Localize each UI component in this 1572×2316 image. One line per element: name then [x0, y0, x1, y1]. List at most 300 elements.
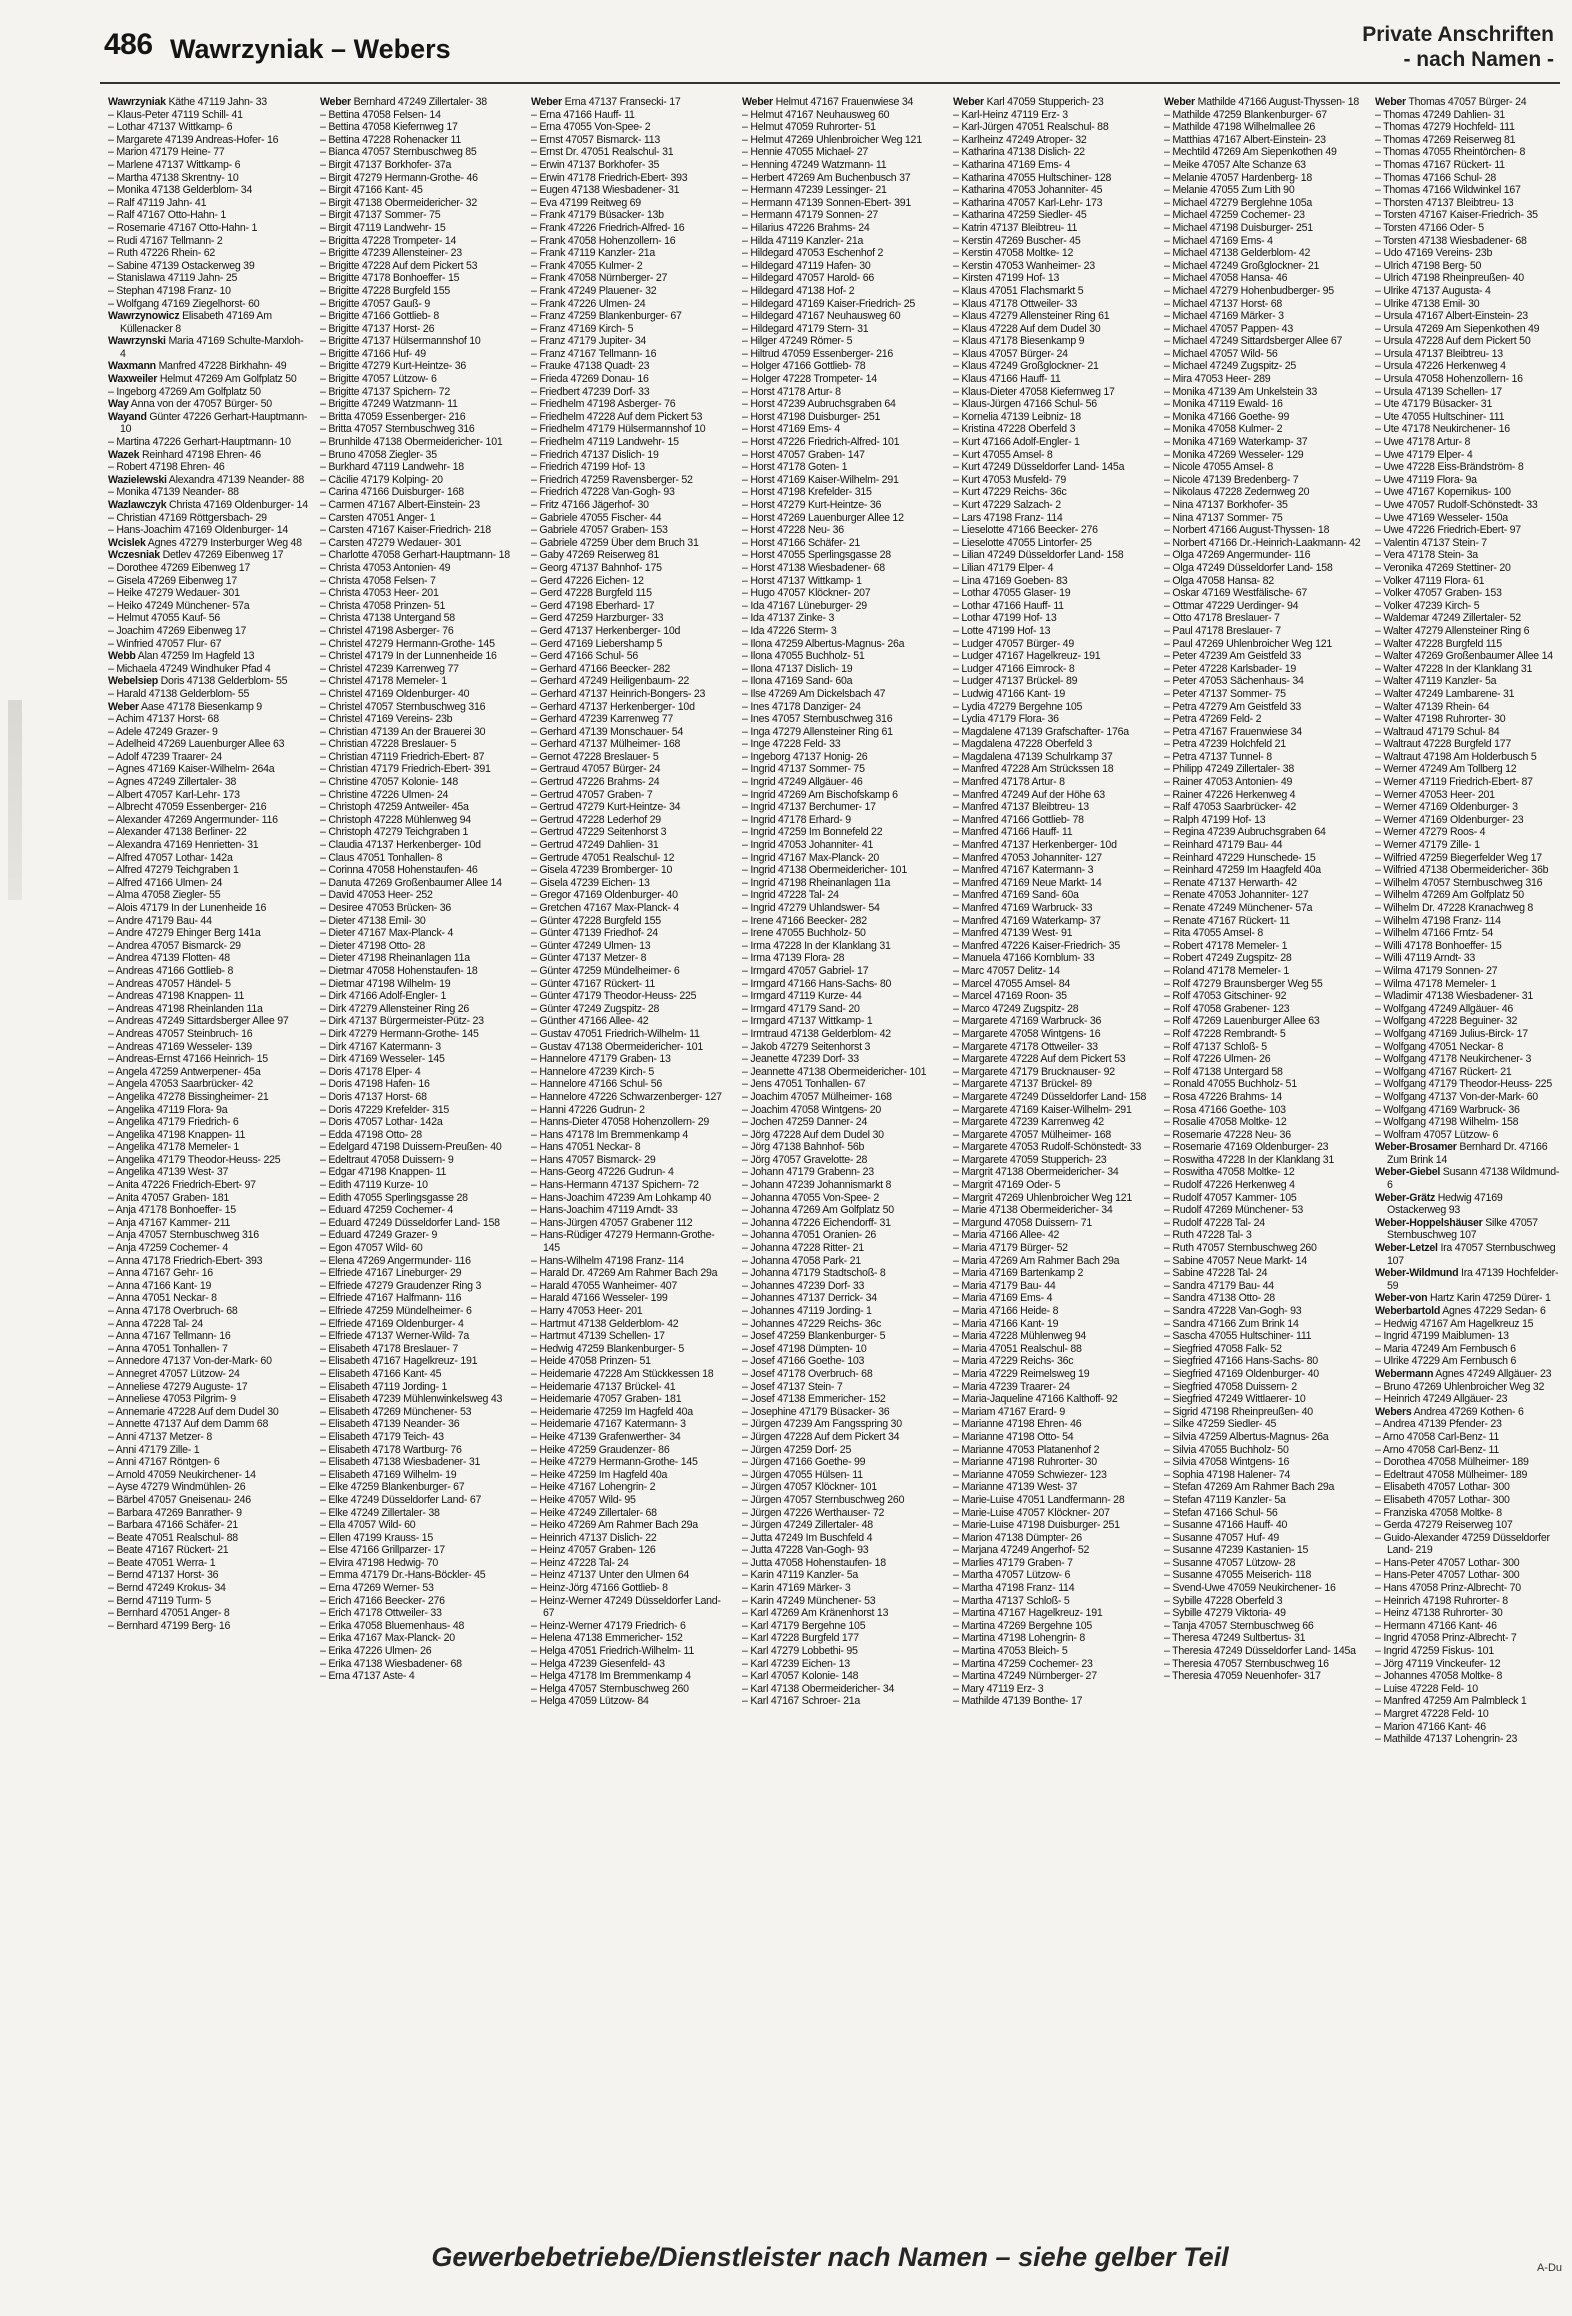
directory-entry: – Andre 47279 Ehinger Berg 141a — [108, 927, 261, 940]
directory-entry: – Hans-Joachim 47169 Oldenburger- 14 — [108, 524, 289, 537]
directory-entry: – Dorothee 47269 Eibenweg 17 — [108, 561, 251, 574]
directory-entry: – Regina 47239 Aubruchsgraben 64 — [1164, 826, 1326, 839]
directory-entry: – Christoph 47228 Mühlenweg 94 — [320, 813, 471, 826]
directory-entry: – Rolf 47053 Gitschiner- 92 — [1164, 990, 1287, 1003]
directory-entry: – Uwe 47178 Artur- 8 — [1375, 436, 1471, 449]
directory-entry: – Rosa 47226 Brahms- 14 — [1164, 1090, 1282, 1103]
directory-entry: – Hans-Georg 47226 Gudrun- 4 — [531, 1166, 674, 1179]
directory-entry: – Margrit 47169 Oder- 5 — [953, 1179, 1061, 1192]
directory-entry: – Ingrid 47249 Allgäuer- 46 — [742, 776, 863, 789]
directory-column-1 — [108, 96, 310, 2220]
directory-entry: – Barbara 47166 Schäfer- 21 — [108, 1519, 238, 1532]
directory-entry: – Ida 47226 Sterm- 3 — [742, 624, 837, 637]
directory-entry: – Wilhelm 47166 Frntz- 54 — [1375, 927, 1493, 940]
directory-entry: – Petra 47137 Tunnel- 8 — [1164, 750, 1272, 763]
directory-entry: – Gertraud 47057 Bürger- 24 — [531, 763, 661, 776]
directory-entry: – Brigitte 47178 Bonhoeffer- 15 — [320, 272, 460, 285]
directory-entry: – Christel 47057 Sternbuschweg 316 — [320, 700, 486, 713]
directory-entry: – Eugen 47138 Wiesbadener- 31 — [531, 184, 680, 197]
directory-entry: Weber-Hoppelshäuser Silke 47057 Sternbuschweg 107 — [1375, 1216, 1538, 1242]
page-header — [100, 22, 1560, 78]
directory-entry: – Ilse 47269 Am Dickelsbach 47 — [742, 687, 886, 700]
directory-entry: – Friedhelm 47179 Hülsermannshof 10 — [531, 423, 706, 436]
surname: Weber-Grätz — [1375, 1191, 1436, 1204]
directory-entry: – Reinhard 47229 Hunschede- 15 — [1164, 851, 1316, 864]
directory-entry: – Michael 47249 Sittardsberger Allee 67 — [1164, 335, 1343, 348]
directory-entry: Weber Mathilde 47166 August-Thyssen- 18 — [1164, 96, 1359, 108]
directory-entry: – Irma 47139 Flora- 28 — [742, 952, 845, 965]
directory-entry: – Margarete 47057 Mülheimer- 168 — [953, 1128, 1112, 1141]
directory-entry: Weber Helmut 47167 Frauenwiese 34 — [742, 96, 914, 108]
directory-entry: – Andreas 47198 Rheinlanden 11a — [108, 1002, 263, 1015]
directory-entry: Weber Erna 47137 Fransecki- 17 — [531, 96, 681, 108]
directory-entry: – Robert 47249 Zugspitz- 28 — [1164, 952, 1292, 965]
directory-entry: – Kurt 47229 Salzach- 2 — [953, 499, 1061, 511]
directory-entry: – Elfriede 47137 Werner-Wild- 7a — [320, 1330, 470, 1343]
directory-entry: – Wolfgang 47249 Allgäuer- 46 — [1375, 1002, 1514, 1015]
directory-entry: – Dirk 47169 Wesseler- 145 — [320, 1053, 445, 1066]
directory-entry: – Hans-Jürgen 47057 Grabener 112 — [531, 1216, 693, 1229]
directory-entry: – Rudolf 47057 Kammer- 105 — [1164, 1191, 1297, 1204]
directory-entry: – Thorsten 47137 Bleibtreu- 13 — [1375, 196, 1514, 209]
directory-entry: – Andre 47179 Bau- 44 — [108, 914, 212, 927]
directory-entry: – Otto 47178 Breslauer- 7 — [1164, 612, 1280, 625]
directory-entry: – Frank 47119 Kanzler- 21a — [531, 247, 656, 260]
directory-entry: – Anni 47167 Röntgen- 6 — [108, 1456, 220, 1469]
directory-column-4 — [742, 96, 944, 2220]
directory-entry: – Brigitte 47137 Horst- 26 — [320, 322, 435, 335]
directory-entry: – Ulrike 47137 Augusta- 4 — [1375, 284, 1491, 297]
directory-entry: – Ute 47055 Hultschiner- 111 — [1375, 410, 1505, 423]
directory-entry: Weber Karl 47059 Stupperich- 23 — [953, 96, 1104, 108]
directory-entry: – Horst 47279 Kurt-Heintze- 36 — [742, 499, 882, 511]
directory-entry: Wczesniak Detlev 47269 Eibenweg 17 — [108, 549, 284, 562]
directory-entry: – Ingeborg 47137 Honig- 26 — [742, 750, 868, 763]
directory-entry: – Horst 47055 Sperlingsgasse 28 — [742, 549, 891, 562]
directory-entry: – Heike 47259 Im Hagfeld 40a — [531, 1468, 668, 1481]
directory-entry: – Hermann 47139 Sonnen-Ebert- 391 — [742, 196, 912, 209]
directory-entry: Webermann Agnes 47249 Allgäuer- 23 — [1375, 1367, 1552, 1380]
directory-entry: – Heike 47279 Wedauer- 301 — [108, 587, 240, 600]
directory-entry: – Gisela 47239 Eichen- 13 — [531, 876, 650, 889]
directory-entry: – Hildegard 47169 Kaiser-Friedrich- 25 — [742, 297, 916, 310]
directory-entry: – Horst 47057 Graben- 147 — [742, 448, 865, 461]
directory-entry: – Marion 47179 Heine- 77 — [108, 146, 225, 159]
directory-entry: – Klaus 47178 Ottweiler- 33 — [953, 297, 1077, 310]
directory-entry: – Manfred 47228 Am Strückssen 18 — [953, 763, 1114, 776]
directory-entry: – Harald 47138 Gelderblom- 55 — [108, 687, 250, 700]
directory-entry: – Anja 47178 Bonhoeffer- 15 — [108, 1204, 236, 1217]
directory-entry: – Martina 47259 Cochemer- 23 — [953, 1657, 1093, 1670]
directory-entry: – Petra 47167 Frauenwiese 34 — [1164, 725, 1302, 738]
directory-column-7 — [1375, 96, 1561, 2220]
directory-entry: – Karin 47249 Münchener- 53 — [742, 1594, 876, 1607]
directory-entry: – Karl-Heinz 47119 Erz- 3 — [953, 108, 1068, 121]
directory-entry: – Hildegard 47167 Neuhausweg 60 — [742, 310, 901, 323]
directory-entry: – Wolfgang 47167 Rückert- 21 — [1375, 1065, 1512, 1078]
directory-entry: – Dirk 47137 Bürgermeister-Pütz- 23 — [320, 1015, 484, 1028]
directory-entry: – Heiko 47249 Münchener- 57a — [108, 599, 250, 612]
directory-entry: – Horst 47166 Schäfer- 21 — [742, 536, 861, 549]
directory-entry: – Christa 47058 Felsen- 7 — [320, 574, 436, 587]
directory-entry: – Mathilde 47259 Blankenburger- 67 — [1164, 108, 1327, 121]
directory-entry: – Ute 47178 Neukirchener- 16 — [1375, 423, 1510, 436]
directory-entry: – Heike 47249 Zillertaler- 68 — [531, 1506, 657, 1519]
directory-entry: – Jürgen 47228 Auf dem Pickert 34 — [742, 1430, 900, 1443]
directory-entry: – Karl 47179 Bergehne 105 — [742, 1619, 866, 1632]
directory-entry: – Holger 47228 Trompeter- 14 — [742, 373, 877, 386]
directory-entry: – Agnes 47249 Zillertaler- 38 — [108, 776, 237, 789]
directory-entry: – Andreas 47057 Händel- 5 — [108, 977, 231, 990]
directory-entry: – Bianca 47057 Sternbuschweg 85 — [320, 146, 477, 159]
directory-entry: – Claus 47051 Tonhallen- 8 — [320, 851, 443, 864]
directory-entry: – Stefan 47119 Kanzler- 5a — [1164, 1493, 1286, 1506]
directory-entry: Weberbartold Agnes 47229 Sedan- 6 — [1375, 1305, 1546, 1317]
surname: Webb — [108, 650, 136, 663]
directory-entry: – Harald 47166 Wesseler- 199 — [531, 1292, 668, 1305]
directory-entry: – Doris 47178 Elper- 4 — [320, 1065, 421, 1078]
directory-entry: – Albert 47057 Karl-Lehr- 173 — [108, 788, 240, 801]
directory-entry: – Waltraut 47198 Am Holderbusch 5 — [1375, 750, 1537, 763]
directory-entry: – Manfred 47166 Gottlieb- 78 — [953, 813, 1084, 826]
directory-entry: – Jörg 47057 Gravelotte- 28 — [742, 1153, 868, 1166]
directory-entry: – Gerd 47137 Herkenberger- 10d — [531, 624, 681, 637]
directory-entry: – Gabriele 47055 Fischer- 44 — [531, 511, 662, 524]
directory-entry: – Barbara 47269 Banrather- 9 — [108, 1506, 242, 1519]
directory-entry: – Wolfgang 47178 Neukirchener- 3 — [1375, 1053, 1532, 1066]
directory-entry: – Irmgard 47179 Sand- 20 — [742, 1002, 860, 1015]
directory-entry: – Valentin 47137 Stein- 7 — [1375, 536, 1487, 549]
directory-entry: – Karlheinz 47249 Atroper- 32 — [953, 133, 1087, 146]
header-rule — [100, 82, 1560, 84]
directory-entry: – Mechtild 47269 Am Siepenkothen 49 — [1164, 146, 1337, 159]
directory-entry: – Günter 47249 Ulmen- 13 — [531, 939, 651, 952]
directory-entry: – Christian 47228 Breslauer- 5 — [320, 738, 457, 751]
directory-entry: – Katharina 47057 Karl-Lehr- 173 — [953, 196, 1103, 209]
directory-entry: – Werner 47179 Zille- 1 — [1375, 839, 1480, 852]
directory-entry: – Maria 47169 Bartenkamp 2 — [953, 1267, 1084, 1280]
directory-entry: – Waldemar 47249 Zillertaler- 52 — [1375, 612, 1521, 625]
directory-entry: – Katharina 47053 Johanniter- 45 — [953, 184, 1103, 197]
directory-entry: – Joachim 47058 Wintgens- 20 — [742, 1103, 882, 1116]
directory-entry: – Eva 47199 Reitweg 69 — [531, 196, 641, 209]
surname: Weber — [108, 700, 139, 713]
directory-entry: – Michael 47249 Großglockner- 21 — [1164, 259, 1320, 272]
directory-entry: – Rolf 47228 Rembrandt- 5 — [1164, 1027, 1286, 1040]
directory-entry: – Dieter 47198 Rheinanlagen 11a — [320, 952, 470, 965]
directory-entry: – Bettina 47058 Felsen- 14 — [320, 108, 441, 121]
directory-entry: – Susanne 47239 Kastanien- 15 — [1164, 1544, 1309, 1557]
directory-entry: – Friedrich 47137 Dislich- 19 — [531, 448, 659, 461]
directory-entry: – Gerd 47169 Liebershamp 5 — [531, 637, 663, 650]
directory-entry: – Siegfried 47249 Wittlaerer- 10 — [1164, 1393, 1306, 1406]
directory-entry: – Helmut 47167 Neuhausweg 60 — [742, 108, 890, 121]
directory-entry: – Ilona 47259 Albertus-Magnus- 26a — [742, 637, 905, 650]
directory-entry: – Klaus 47166 Hauff- 11 — [953, 373, 1061, 386]
directory-entry: – Johanna 47055 Von-Spee- 2 — [742, 1191, 879, 1204]
directory-entry: – Anna 47228 Tal- 24 — [108, 1317, 203, 1330]
directory-entry: – Thomas 47166 Wildwinkel 167 — [1375, 184, 1521, 197]
directory-entry: Weber-Letzel Ira 47057 Sternbuschweg 107 — [1375, 1242, 1556, 1267]
directory-entry: – Karin 47169 Märker- 3 — [742, 1582, 851, 1595]
directory-entry: – Walter 47269 Großenbaumer Allee 14 — [1375, 650, 1553, 663]
directory-entry: – Brigitte 47279 Kurt-Heintze- 36 — [320, 360, 467, 373]
directory-entry: – Elvira 47198 Hedwig- 70 — [320, 1556, 439, 1569]
directory-entry: – Elisabeth 47167 Hagelkreuz- 191 — [320, 1355, 478, 1368]
directory-entry: – Ernst 47057 Bismarck- 113 — [531, 133, 661, 146]
directory-entry: – Heidemarie 47167 Katermann- 3 — [531, 1418, 686, 1431]
directory-entry: – Johannes 47119 Jording- 1 — [742, 1305, 872, 1317]
directory-entry: – Edelgard 47198 Duissern-Preußen- 40 — [320, 1141, 502, 1154]
directory-entry: – Marjana 47249 Angerhof- 52 — [953, 1544, 1090, 1557]
directory-entry: – Gerd 47226 Eichen- 12 — [531, 574, 644, 587]
directory-entry: – Johanna 47269 Am Golfplatz 50 — [742, 1204, 894, 1217]
directory-entry: – Rainer 47053 Antonien- 49 — [1164, 776, 1293, 789]
directory-entry: – Desiree 47053 Brücken- 36 — [320, 902, 452, 914]
directory-entry: – Maria 47166 Heide- 8 — [953, 1305, 1059, 1317]
directory-entry: – Agnes 47169 Kaiser-Wilhelm- 264a — [108, 763, 275, 776]
directory-entry: – Rolf 47226 Ulmen- 26 — [1164, 1053, 1271, 1066]
directory-entry: – Inga 47279 Allensteiner Ring 61 — [742, 725, 893, 738]
directory-entry: – Frank 47055 Kulmer- 2 — [531, 259, 643, 272]
directory-entry: – Philipp 47249 Zillertaler- 38 — [1164, 763, 1295, 776]
directory-entry: Weber Bernhard 47249 Zillertaler- 38 — [320, 96, 487, 108]
directory-entry: – Hildegard 47179 Stern- 31 — [742, 322, 869, 335]
directory-entry: – Lilian 47249 Düsseldorfer Land- 158 — [953, 549, 1124, 562]
directory-entry: – Manfred 47169 Neue Markt- 14 — [953, 876, 1102, 889]
directory-entry: – Christa 47053 Heer- 201 — [320, 587, 439, 600]
directory-entry: – Doris 47229 Krefelder- 315 — [320, 1103, 450, 1116]
directory-entry: – Ursula 47226 Herkenweg 4 — [1375, 360, 1506, 373]
directory-entry: – Ingrid 47228 Tal- 24 — [742, 889, 839, 902]
directory-entry: – Ronald 47055 Buchholz- 51 — [1164, 1078, 1297, 1091]
directory-entry: – Rainer 47226 Herkenweg 4 — [1164, 788, 1296, 801]
directory-entry: – Margarete 47178 Ottweiler- 33 — [953, 1040, 1098, 1053]
directory-entry: – Adolf 47239 Traarer- 24 — [108, 750, 222, 763]
directory-entry: Wawrzynski Maria 47169 Schulte-Marxloh- 4 — [108, 335, 304, 360]
directory-entry: – Wilhelm Dr. 47228 Kranachweg 8 — [1375, 902, 1534, 914]
directory-entry: – Nina 47137 Borkhofer- 35 — [1164, 499, 1288, 511]
directory-entry: – Doris 47198 Hafen- 16 — [320, 1078, 430, 1091]
directory-entry: – Martina 47226 Gerhart-Hauptmann- 10 — [108, 436, 291, 449]
directory-entry: – Joachim 47269 Eibenweg 17 — [108, 624, 247, 637]
directory-entry: – Britta 47057 Sternbuschweg 316 — [320, 423, 475, 436]
surname: Weber-Wildmund — [1375, 1267, 1459, 1280]
directory-entry: – Birgit 47138 Obermeidericher- 32 — [320, 196, 477, 209]
directory-entry: – Gabriele 47259 Über dem Bruch 31 — [531, 536, 699, 549]
surname: Wazek — [108, 448, 140, 461]
directory-entry: – Mary 47119 Erz- 3 — [953, 1682, 1044, 1695]
directory-entry: – Brigitte 47166 Gottlieb- 8 — [320, 310, 440, 323]
directory-entry: – Rolf 47137 Schloß- 5 — [1164, 1040, 1267, 1053]
directory-entry: – Jürgen 47057 Sternbuschweg 260 — [742, 1493, 905, 1506]
directory-entry: Weber Thomas 47057 Bürger- 24 — [1375, 96, 1527, 108]
directory-entry: – Maria 47249 Am Fernbusch 6 — [1375, 1342, 1516, 1355]
directory-entry: – Bruno 47269 Uhlenbroicher Weg 32 — [1375, 1380, 1545, 1393]
directory-entry: – Petra 47239 Holchfeld 21 — [1164, 738, 1286, 751]
directory-entry: – Wolfgang 47137 Von-der-Mark- 60 — [1375, 1090, 1538, 1103]
directory-entry: – Frank 47179 Büsacker- 13b — [531, 209, 664, 222]
directory-entry: – Jürgen 47226 Werthauser- 72 — [742, 1506, 885, 1519]
surname: Wawrzynski — [108, 335, 166, 348]
directory-entry: – Dirk 47279 Hermann-Grothe- 145 — [320, 1027, 479, 1040]
directory-entry: – Helena 47138 Emmericher- 152 — [531, 1632, 683, 1645]
directory-entry: – Marie-Luise 47057 Klöckner- 207 — [953, 1506, 1110, 1519]
directory-entry: – Gerhard 47137 Mülheimer- 168 — [531, 738, 681, 751]
directory-entry: – Marianne 47198 Ehren- 46 — [953, 1418, 1082, 1431]
directory-entry: – Heike 47259 Graudenzer- 86 — [531, 1443, 670, 1456]
directory-entry: – Gertrud 47226 Brahms- 24 — [531, 776, 660, 789]
directory-entry: – Anja 47057 Sternbuschweg 316 — [108, 1229, 259, 1242]
directory-entry: – Rosemarie 47169 Oldenburger- 23 — [1164, 1141, 1329, 1154]
directory-column-6 — [1164, 96, 1366, 2220]
directory-entry: – Edda 47198 Otto- 28 — [320, 1128, 422, 1141]
directory-entry: – Eduard 47259 Cochemer- 4 — [320, 1204, 454, 1217]
directory-entry: – Hildegard 47138 Hof- 2 — [742, 284, 855, 297]
directory-entry: – Svend-Uwe 47059 Neukirchener- 16 — [1164, 1582, 1336, 1595]
directory-entry: – Marlies 47179 Graben- 7 — [953, 1556, 1073, 1569]
directory-entry: – Elfriede 47167 Lineburger- 29 — [320, 1267, 462, 1280]
directory-entry: – Stefan 47269 Am Rahmer Bach 29a — [1164, 1481, 1335, 1494]
directory-entry: – Friedrich 47199 Hof- 13 — [531, 461, 645, 474]
directory-entry: – Günter 47228 Burgfeld 155 — [531, 914, 661, 927]
directory-entry: – Jochen 47259 Danner- 24 — [742, 1116, 868, 1129]
directory-entry: – Heinz 47138 Ruhrorter- 30 — [1375, 1607, 1503, 1620]
directory-entry: – Maria 47179 Bau- 44 — [953, 1279, 1056, 1292]
directory-entry: – Luise 47228 Feld- 10 — [1375, 1682, 1478, 1695]
directory-entry: – Wilfried 47259 Biegerfelder Weg 17 — [1375, 851, 1542, 864]
directory-entry: – Christa 47058 Prinzen- 51 — [320, 599, 446, 612]
directory-entry: – Josephine 47179 Büsacker- 36 — [742, 1405, 890, 1418]
directory-entry: Wawrzyniak Käthe 47119 Jahn- 33 — [108, 96, 267, 108]
directory-entry: – Ilona 47169 Sand- 60a — [742, 675, 853, 688]
directory-entry: – Mathilde 47139 Bonthe- 17 — [953, 1695, 1083, 1708]
directory-entry: – Helga 47239 Giesenfeld- 43 — [531, 1657, 665, 1670]
directory-entry: – Wilhelm 47198 Franz- 114 — [1375, 914, 1501, 927]
directory-entry: – Elke 47249 Düsseldorfer Land- 67 — [320, 1493, 482, 1506]
page-number: 486 — [104, 28, 153, 61]
surname: Waxweiler — [108, 373, 158, 386]
directory-entry: – Walter 47249 Lambarene- 31 — [1375, 687, 1515, 700]
directory-entry: – Kurt 47055 Amsel- 8 — [953, 448, 1053, 461]
directory-entry: – Dirk 47166 Adolf-Engler- 1 — [320, 990, 447, 1003]
directory-entry: – Birgit 47279 Hermann-Grothe- 46 — [320, 171, 478, 184]
directory-entry: – Günter 47259 Mündelheimer- 6 — [531, 964, 680, 977]
directory-entry: – Hans-Rüdiger 47279 Hermann-Grothe- 145 — [531, 1229, 715, 1255]
directory-entry: – Lars 47198 Franz- 114 — [953, 511, 1063, 524]
directory-entry: – Wladimir 47138 Wiesbadener- 31 — [1375, 990, 1534, 1003]
directory-entry: – Rita 47055 Amsel- 8 — [1164, 927, 1263, 940]
directory-entry: – Heinz-Werner 47179 Friedrich- 6 — [531, 1619, 686, 1632]
directory-entry: – Elke 47249 Zillertaler- 38 — [320, 1506, 440, 1519]
directory-entry: – Rudolf 47226 Herkenweg 4 — [1164, 1179, 1295, 1192]
directory-entry: – Anna 47167 Tellmann- 16 — [108, 1330, 231, 1343]
directory-entry: – Marcel 47055 Amsel- 84 — [953, 977, 1071, 990]
directory-entry: – Anna 47178 Friedrich-Ebert- 393 — [108, 1254, 263, 1267]
directory-entry: – Doris 47057 Lothar- 142a — [320, 1116, 443, 1129]
directory-entry: – Dieter 47167 Max-Planck- 4 — [320, 927, 454, 940]
directory-entry: – Klaus-Dieter 47058 Kiefernweg 17 — [953, 385, 1115, 398]
directory-entry: – Edeltraut 47058 Mülheimer- 189 — [1375, 1468, 1528, 1481]
directory-entry: – Manfred 47259 Am Palmbleck 1 — [1375, 1695, 1527, 1708]
directory-entry: – Horst 47226 Friedrich-Alfred- 101 — [742, 436, 900, 449]
directory-entry: – Gerhard 47249 Heiligenbaum- 22 — [531, 675, 690, 688]
directory-entry: – Hans-Joachim 47239 Am Lohkamp 40 — [531, 1191, 711, 1204]
directory-entry: – Thomas 47249 Dahlien- 31 — [1375, 108, 1505, 121]
directory-entry: – Günter 47139 Friedhof- 24 — [531, 927, 658, 940]
surname: Weber-Brosamer — [1375, 1141, 1457, 1154]
directory-entry: – Ralf 47167 Otto-Hahn- 1 — [108, 209, 227, 222]
directory-entry: – Theresia 47059 Neuenhofer- 317 — [1164, 1670, 1321, 1683]
directory-entry: – Andrea 47057 Bismarck- 29 — [108, 939, 241, 952]
directory-entry: – Jürgen 47239 Am Fangsspring 30 — [742, 1418, 902, 1431]
directory-entry: – Thomas 47279 Hochfeld- 111 — [1375, 121, 1515, 134]
directory-entry: – Carsten 47051 Anger- 1 — [320, 511, 436, 524]
directory-entry: – Gertrud 47279 Kurt-Heintze- 34 — [531, 801, 681, 814]
directory-entry: – Ida 47167 Lüneburger- 29 — [742, 599, 867, 612]
directory-entry: – Brigitte 47057 Lützow- 6 — [320, 373, 437, 386]
directory-entry: – Mathilde 47198 Wilhelmallee 26 — [1164, 121, 1315, 134]
directory-entry: – Uwe 47169 Wesseler- 150a — [1375, 511, 1508, 524]
directory-entry: – Anneliese 47053 Pilgrim- 9 — [108, 1393, 236, 1406]
directory-entry: – Heinz 47057 Graben- 126 — [531, 1544, 656, 1557]
directory-entry: – Martina 47167 Hagelkreuz- 191 — [953, 1607, 1103, 1620]
directory-entry: – Maria 47239 Traarer- 24 — [953, 1380, 1070, 1393]
directory-entry: – Wolfgang 47169 Julius-Birck- 17 — [1375, 1027, 1528, 1040]
directory-entry: – Hilda 47119 Kanzler- 21a — [742, 234, 864, 247]
directory-entry: – Maria 47169 Ems- 4 — [953, 1292, 1053, 1305]
directory-entry: – Karl 47057 Kolonie- 148 — [742, 1670, 859, 1683]
directory-entry: – Annedore 47137 Von-der-Mark- 60 — [108, 1355, 272, 1368]
directory-entry: – Hedwig 47259 Blankenburger- 5 — [531, 1342, 685, 1355]
directory-entry: – Margarete 47169 Kaiser-Wilhelm- 291 — [953, 1103, 1132, 1116]
directory-entry: – Silvia 47259 Albertus-Magnus- 26a — [1164, 1430, 1329, 1443]
directory-entry: – Waltraud 47179 Schul- 84 — [1375, 725, 1500, 738]
directory-entry: – Bernd 47119 Turm- 5 — [108, 1594, 211, 1607]
directory-entry: – Horst 47228 Neu- 36 — [742, 524, 844, 537]
directory-entry: – Peter 47239 Am Geistfeld 33 — [1164, 650, 1302, 663]
directory-entry: – Margrit 47269 Uhlenbroicher Weg 121 — [953, 1191, 1132, 1204]
directory-entry: – Ernst Dr. 47051 Realschul- 31 — [531, 146, 674, 159]
directory-entry: – Jutta 47058 Hohenstaufen- 18 — [742, 1556, 886, 1569]
directory-entry: – Wilma 47179 Sonnen- 27 — [1375, 964, 1498, 977]
directory-entry: – Gisela 47239 Bromberger- 10 — [531, 864, 673, 877]
directory-entry: – Hans 47178 Im Bremmenkamp 4 — [531, 1128, 689, 1141]
directory-entry: – Marie 47138 Obermeidericher- 34 — [953, 1204, 1113, 1217]
name-range-title: Wawrzyniak – Webers — [170, 34, 451, 64]
directory-entry: – Susanne 47057 Lützow- 28 — [1164, 1556, 1296, 1569]
directory-entry: – Horst 47137 Wittkamp- 1 — [742, 574, 862, 587]
directory-entry: – Christine 47057 Kolonie- 148 — [320, 776, 458, 789]
directory-entry: – Brunhilde 47138 Obermeidericher- 101 — [320, 436, 503, 449]
directory-entry: – Hans-Hermann 47137 Spichern- 72 — [531, 1179, 699, 1192]
directory-entry: – Bernd 47249 Krokus- 34 — [108, 1582, 226, 1595]
directory-entry: – Josef 47138 Emmericher- 152 — [742, 1393, 886, 1406]
directory-entry: – Günter 47137 Metzer- 8 — [531, 952, 647, 965]
directory-entry: – Lotte 47199 Hof- 13 — [953, 624, 1051, 637]
directory-entry: – Arnold 47059 Neukirchener- 14 — [108, 1468, 256, 1481]
directory-entry: – Fritz 47166 Jägerhof- 30 — [531, 499, 649, 511]
directory-entry: – Katharina 47055 Hultschiner- 128 — [953, 171, 1112, 184]
directory-entry: – Helga 47057 Sternbuschweg 260 — [531, 1682, 689, 1695]
directory-entry: – Siegfried 47166 Hans-Sachs- 80 — [1164, 1355, 1318, 1368]
directory-entry: – Katharina 47138 Dislich- 22 — [953, 146, 1085, 159]
directory-entry: – Olga 47058 Hansa- 82 — [1164, 574, 1274, 587]
directory-entry: – Horst 47269 Lauenburger Allee 12 — [742, 511, 904, 524]
directory-entry: – Marc 47057 Delitz- 14 — [953, 964, 1060, 977]
directory-entry: – Margarete 47058 Wintgens- 16 — [953, 1027, 1101, 1040]
directory-entry: – Marco 47249 Zugspitz- 28 — [953, 1002, 1079, 1015]
